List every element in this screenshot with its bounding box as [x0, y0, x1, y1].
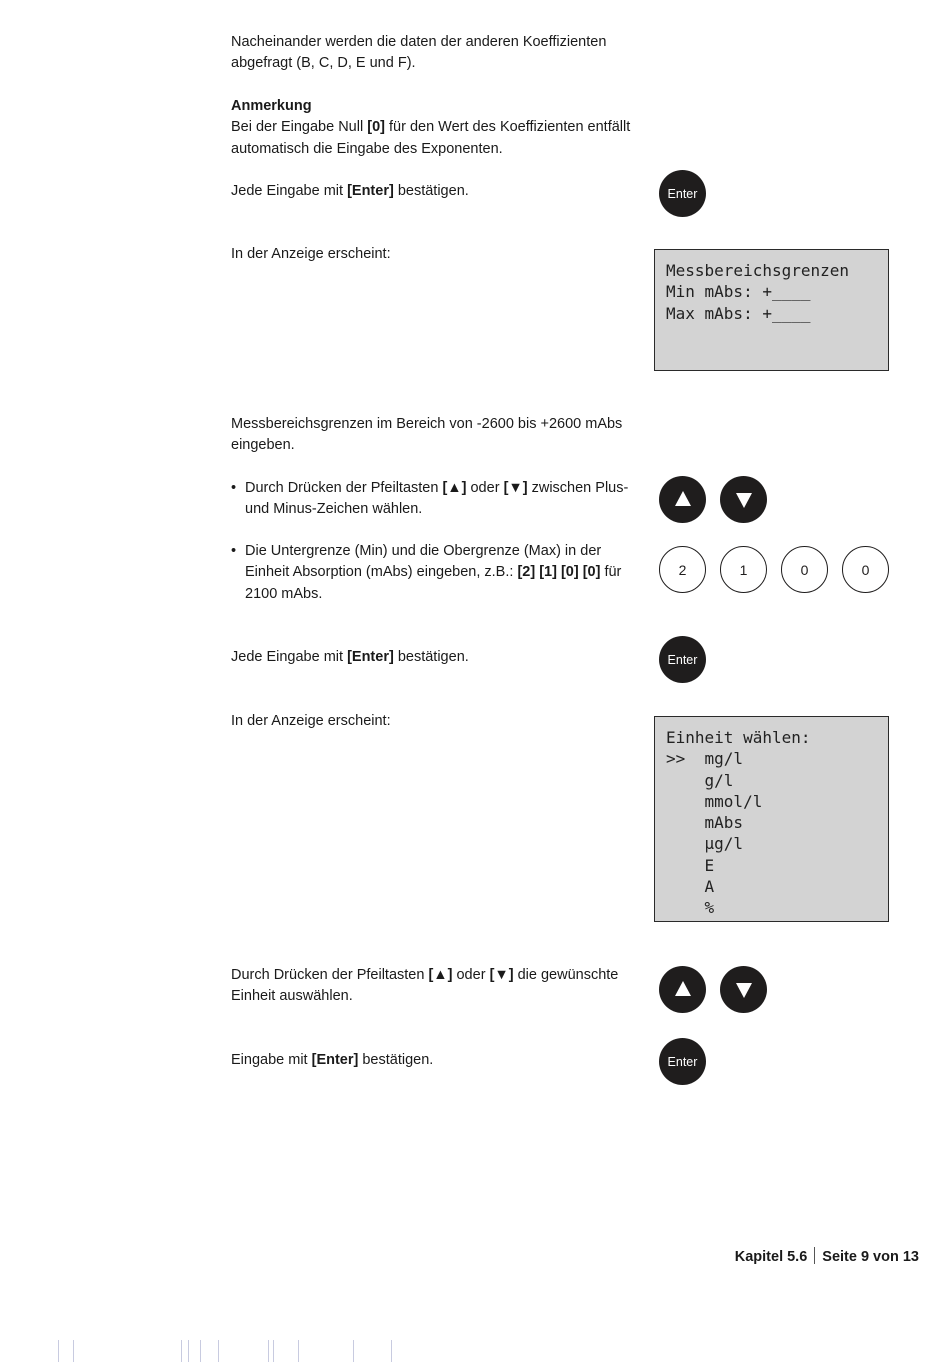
confirm3-key: [Enter] — [311, 1052, 359, 1068]
unit-post: die gewünschte Einheit auswählen. — [231, 967, 619, 1005]
lcd-line: % — [666, 898, 715, 918]
arrow-up-button-1[interactable] — [659, 476, 706, 523]
display-label-2 — [231, 711, 631, 732]
bullet1-mid: oder — [466, 480, 504, 496]
lcd-line: A — [666, 877, 715, 897]
scan-mark — [353, 1340, 354, 1362]
confirm-instruction-2 — [231, 647, 631, 668]
display2-text: In der Anzeige erscheint: — [231, 713, 391, 729]
bullet-dot: • — [231, 480, 237, 496]
footer-page: Seite 9 von 13 — [822, 1249, 919, 1265]
lcd-line: µg/l — [666, 834, 744, 854]
confirm3-post: bestätigen. — [358, 1052, 434, 1068]
arrow-down-button-2[interactable] — [720, 966, 767, 1013]
page-footer — [735, 1247, 919, 1265]
confirm1-key: [Enter] — [347, 183, 394, 199]
scan-mark — [58, 1340, 59, 1362]
unit-mid: oder — [452, 967, 490, 983]
intro-paragraph — [231, 32, 631, 75]
digit-label: 0 — [800, 561, 809, 578]
scan-mark — [268, 1340, 269, 1362]
digit-label: 2 — [678, 561, 687, 578]
unit-key-down: [▼] — [489, 967, 514, 983]
enter-button-label: Enter — [667, 652, 698, 667]
scan-mark — [391, 1340, 392, 1362]
bullet2-pre: Die Untergrenze (Min) und die Obergrenze (Max) in der Einheit Absorption (mAbs) eingeben, z.B.: — [245, 543, 602, 581]
scan-mark — [181, 1340, 182, 1362]
digit-label: 1 — [739, 561, 748, 578]
lcd-line: mmol/l — [666, 791, 763, 811]
note-title: Anmerkung — [231, 98, 312, 114]
range-paragraph — [231, 414, 631, 457]
arrow-down-button-1[interactable] — [720, 476, 767, 523]
confirm2-post: bestätigen. — [393, 649, 469, 665]
bullet1-key-down: [▼] — [503, 480, 528, 496]
lcd-display-unit — [654, 716, 889, 922]
note-block — [231, 96, 631, 160]
scan-mark — [73, 1340, 74, 1362]
note-key: [0] — [367, 119, 385, 136]
footer-separator — [814, 1247, 815, 1264]
note-text-pre: Bei der Eingabe Null — [231, 119, 368, 136]
confirm1-post: bestätigen. — [393, 183, 469, 199]
scan-marks — [0, 1340, 950, 1362]
bullet1-pre: Durch Drücken der Pfeiltasten — [245, 480, 443, 496]
digit-button-0[interactable] — [781, 546, 828, 593]
arrow-up-button-2[interactable] — [659, 966, 706, 1013]
lcd-line: Max mAbs: +____ — [666, 303, 811, 323]
bullet1-post: zwischen Plus- und Minus-Zeichen wählen. — [245, 480, 629, 518]
digit-button-2[interactable] — [659, 546, 706, 593]
lcd-line: E — [666, 855, 715, 875]
confirm-instruction-1 — [231, 181, 631, 202]
bullet1-key-up: [▲] — [442, 480, 467, 496]
triangle-up-icon — [675, 491, 691, 506]
scan-mark — [273, 1340, 274, 1362]
unit-select-instruction — [231, 965, 631, 1008]
footer-chapter: Kapitel 5.6 — [734, 1249, 808, 1265]
triangle-up-icon — [675, 981, 691, 996]
display-label-1 — [231, 244, 631, 265]
lcd-line: mAbs — [666, 813, 744, 833]
enter-button-3[interactable] — [659, 1038, 706, 1085]
enter-button-1[interactable] — [659, 170, 706, 217]
unit-key-up: [▲] — [428, 967, 453, 983]
lcd-display-range — [654, 249, 889, 371]
scan-mark — [188, 1340, 189, 1362]
bullet-dot: • — [231, 543, 237, 559]
scan-mark — [298, 1340, 299, 1362]
lcd-line: g/l — [666, 770, 734, 790]
scan-mark — [200, 1340, 201, 1362]
enter-button-label: Enter — [667, 186, 698, 201]
confirm1-pre: Jede Eingabe mit — [231, 183, 348, 199]
confirm3-pre: Eingabe mit — [231, 1052, 312, 1068]
bullet-item-sign — [231, 478, 631, 521]
lcd-line: Min mAbs: +____ — [666, 282, 811, 302]
lcd-line: >> mg/l — [666, 749, 744, 769]
bullet2-post: für 2100 mAbs. — [245, 564, 622, 602]
intro-text: Nacheinander werden die daten der anderen Koeffizienten abgefragt (B, C, D, E und F). — [231, 34, 607, 72]
range-text: Messbereichsgrenzen im Bereich von -2600 bis +2600 mAbs eingeben. — [231, 416, 623, 454]
confirm-instruction-3 — [231, 1050, 631, 1071]
confirm2-key: [Enter] — [347, 649, 394, 665]
bullet2-keys: [2] [1] [0] [0] — [517, 564, 601, 581]
bullet-item-limits — [231, 541, 631, 605]
digit-label: 0 — [861, 561, 870, 578]
enter-button-label: Enter — [667, 1054, 698, 1069]
scan-mark — [218, 1340, 219, 1362]
display1-text: In der Anzeige erscheint: — [231, 246, 391, 262]
note-text-post: für den Wert des Koeffizienten entfällt automatisch die Eingabe des Exponenten. — [231, 119, 631, 157]
triangle-down-icon — [736, 983, 752, 998]
triangle-down-icon — [736, 493, 752, 508]
lcd-line: Messbereichsgrenzen — [666, 261, 850, 280]
digit-button-1[interactable] — [720, 546, 767, 593]
enter-button-2[interactable] — [659, 636, 706, 683]
digit-button-0-second[interactable] — [842, 546, 889, 593]
unit-pre: Durch Drücken der Pfeiltasten — [231, 967, 429, 983]
confirm2-pre: Jede Eingabe mit — [231, 649, 348, 665]
lcd-line: Einheit wählen: — [666, 728, 811, 747]
